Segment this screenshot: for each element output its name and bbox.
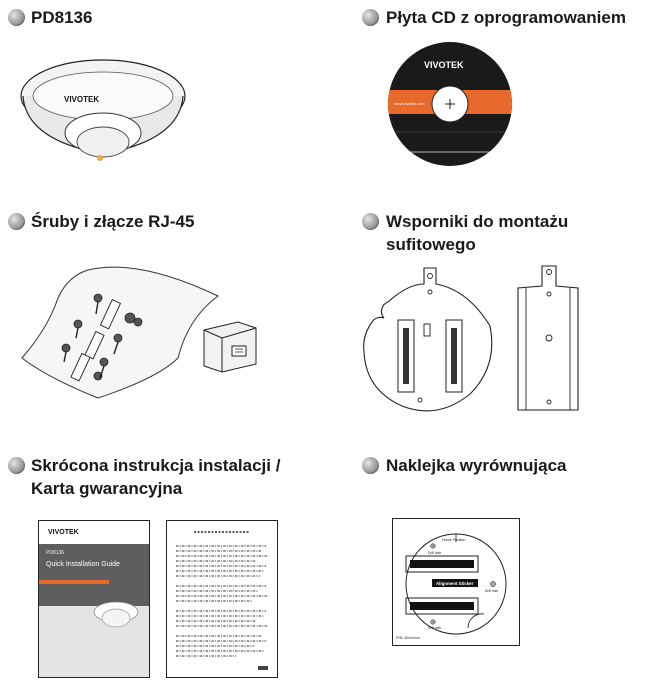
item-label-screws: Śruby i złącze RJ-45 <box>31 212 195 231</box>
cd-illustration <box>386 40 514 168</box>
sticker-title: Alignment Sticker <box>436 581 474 586</box>
cd-url: www.vivotek.com <box>394 101 425 106</box>
guide-title: Quick Installation Guide <box>46 561 120 568</box>
bullet-icon <box>362 213 379 230</box>
item-label-camera: PD8136 <box>31 8 93 27</box>
item-label-brackets-line1: Wsporniki do montażu <box>386 212 569 231</box>
cd-brand: VIVOTEK <box>424 60 464 70</box>
item-label-guide-line2: Karta gwarancyjna <box>31 479 183 498</box>
sticker-drill-hole-bottom: Drill hole <box>428 626 442 630</box>
camera-illustration <box>18 48 188 168</box>
sticker-home-position: Home Position <box>442 538 466 542</box>
bullet-icon <box>362 9 379 26</box>
warranty-card-illustration <box>166 520 278 678</box>
item-label-sticker: Naklejka wyrównująca <box>386 456 567 475</box>
sticker-drill-hole-right: Drill hole <box>485 589 499 593</box>
camera-brand: VIVOTEK <box>64 95 100 104</box>
bullet-icon <box>362 457 379 474</box>
bracket-straight-illustration <box>512 262 582 412</box>
item-label-cd: Płyta CD z oprogramowaniem <box>386 8 626 27</box>
guide-brand: VIVOTEK <box>48 529 79 536</box>
bracket-round-illustration <box>358 262 498 412</box>
sticker-drill-hole-top: Drill hole <box>428 551 442 555</box>
screws-illustration <box>18 258 278 398</box>
guide-booklet-illustration <box>38 520 150 678</box>
guide-model: PD8136 <box>46 550 65 556</box>
sticker-pn: P/N: 62xxxxxx <box>396 636 421 640</box>
item-label-guide-line1: Skrócona instrukcja instalacji / <box>31 456 281 475</box>
bullet-icon <box>8 213 25 230</box>
bullet-icon <box>8 9 25 26</box>
bullet-icon <box>8 457 25 474</box>
item-label-brackets-line2: sufitowego <box>386 235 476 254</box>
sticker-illustration <box>392 518 520 646</box>
